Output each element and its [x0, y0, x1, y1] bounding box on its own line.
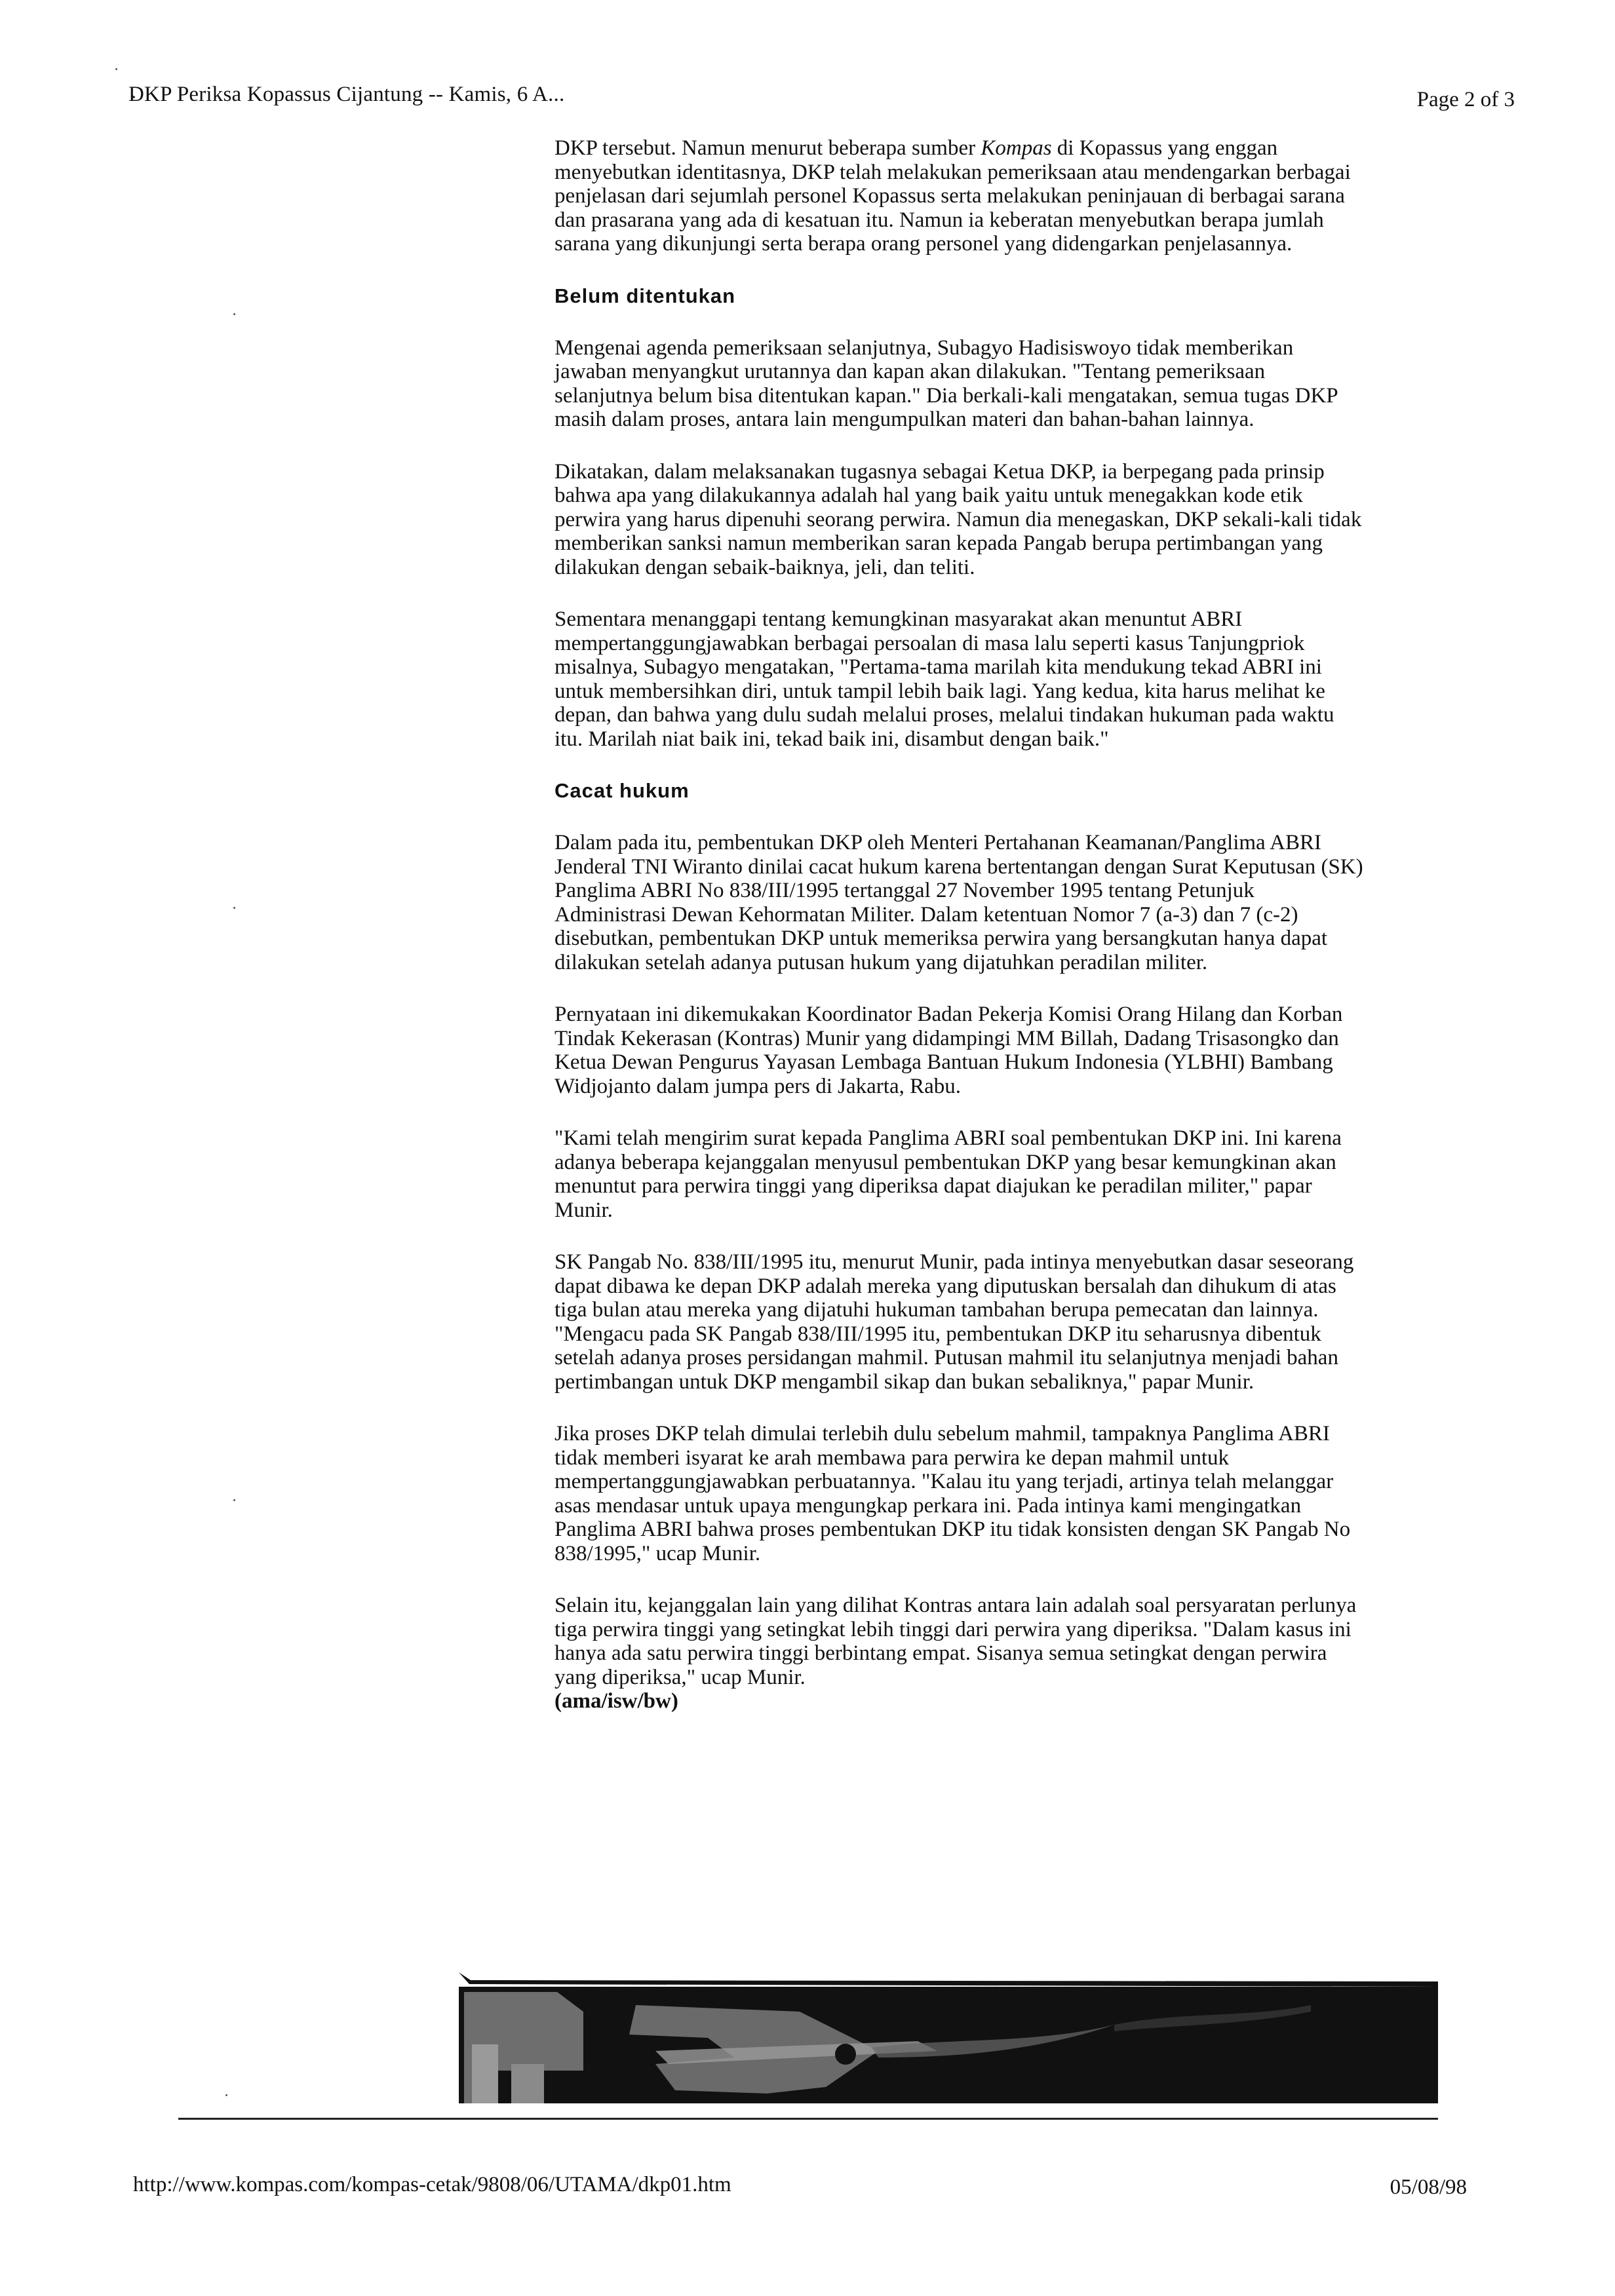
scan-speck	[233, 313, 235, 315]
paragraph-1	[555, 136, 1367, 256]
source-name: Kompas	[981, 136, 1052, 160]
scan-speck	[233, 907, 235, 909]
scan-speck	[225, 2094, 227, 2096]
paragraph-10-text: Selain itu, kejanggalan lain yang dilihat Kontras antara lain adalah soal persyaratan perlunya tiga perwira tinggi yang setingkat lebih tinggi dari perwira yang diperiksa. "Dalam kasus ini hanya ada satu perwira tinggi berbintang empat. Sisanya semua setingkat dengan perwira yang diperiksa," ucap Munir.	[555, 1594, 1357, 1689]
print-date: 05/08/98	[1390, 2175, 1467, 2199]
footer-divider	[178, 2118, 1438, 2120]
paragraph-6: Pernyataan ini dikemukakan Koordinator Badan Pekerja Komisi Orang Hilang dan Korban Tindak Kekerasan (Kontras) Munir yang didampingi MM Billah, Dadang Trisasongko dan Ketua Dewan Pengurus Yayasan Lembaga Bantuan Hukum Indonesia (YLBHI) Bambang Widjojanto dalam jumpa pers di Jakarta, Rabu.	[555, 1003, 1343, 1098]
author-credit: (ama/isw/bw)	[555, 1689, 678, 1713]
section-heading-cacat-hukum: Cacat hukum	[555, 779, 690, 802]
paragraph-7: "Kami telah mengirim surat kepada Panglima ABRI soal pembentukan DKP ini. Ini karena adanya beberapa kejanggalan menyusul pembentukan DKP yang besar kemungkinan akan menuntut para perwira tinggi yang diperiksa dapat diajukan ke peradilan militer," papar Munir.	[555, 1126, 1342, 1222]
paragraph-5: Dalam pada itu, pembentukan DKP oleh Menteri Pertahanan Keamanan/Panglima ABRI Jenderal TNI Wiranto dinilai cacat hukum karena bertentangan dengan Surat Keputusan (SK) Panglima ABRI No 838/III/1995 tertanggal 27 November 1995 tentang Petunjuk Administrasi Dewan Kehormatan Militer. Dalam ketentuan Nomor 7 (a-3) dan 7 (c-2) disebutkan, pembentukan DKP untuk memeriksa perwira yang bersangkutan hanya dapat dilakukan setelah adanya putusan hukum yang dijatuhkan peradilan militer.	[555, 831, 1363, 974]
footer-banner-image	[459, 1972, 1438, 2103]
paragraph-3: Dikatakan, dalam melaksanakan tugasnya sebagai Ketua DKP, ia berpegang pada prinsip bahwa apa yang dilakukannya adalah hal yang baik yaitu untuk menegakkan kode etik perwira yang harus dipenuhi seorang perwira. Namun dia menegaskan, DKP sekali-kali tidak memberikan sanksi namun memberikan saran kepada Pangab berupa pertimbangan yang dilakukan dengan sebaik-baiknya, jeli, dan teliti.	[555, 459, 1362, 579]
paragraph-10	[555, 1594, 1367, 1713]
banner-graphic	[459, 1972, 1438, 2103]
paragraph-9: Jika proses DKP telah dimulai terlebih dulu sebelum mahmil, tampaknya Panglima ABRI tidak memberi isyarat ke arah membawa para perwira ke depan mahmil untuk mempertanggungjawabkan perbuatannya. "Kalau itu yang terjadi, artinya telah melanggar asas mendasar untuk upaya mengungkap perkara ini. Pada intinya kami mengingatkan Panglima ABRI bahwa proses pembentukan DKP itu tidak konsisten dengan SK Pangab No 838/1995," ucap Munir.	[555, 1422, 1351, 1565]
scan-speck	[233, 1499, 235, 1501]
page-number: Page 2 of 3	[1416, 88, 1515, 111]
paragraph-4: Sementara menanggapi tentang kemungkinan masyarakat akan menuntut ABRI mempertanggungjawabkan berbagai persoalan di masa lalu seperti kasus Tanjungpriok misalnya, Subagyo mengatakan, "Pertama-tama marilah kita mendukung tekad ABRI ini untuk membersihkan diri, untuk tampil lebih baik lagi. Yang kedua, kita harus melihat ke depan, dan bahwa yang dulu sudah melalui proses, melalui tindakan hukuman pada waktu itu. Marilah niat baik ini, tekad baik ini, disambut dengan baik."	[555, 607, 1334, 751]
paragraph-1-end: di Kopassus yang enggan menyebutkan identitasnya, DKP telah melakukan pemeriksaan atau mendengarkan berbagai penjelasan dari sejumlah personel Kopassus serta melakukan peninjauan di berbagai sarana dan prasarana yang ada di kesatuan itu. Namun ia keberatan menyebutkan berapa jumlah sarana yang dikunjungi serta berapa orang personel yang didengarkan penjelasannya.	[555, 136, 1351, 256]
paragraph-1-start: DKP tersebut. Namun menurut beberapa sumber	[555, 136, 981, 160]
header-title: DKP Periksa Kopassus Cijantung -- Kamis, 6 A...	[128, 83, 565, 106]
source-url: http://www.kompas.com/kompas-cetak/9808/06/UTAMA/dkp01.htm	[133, 2173, 731, 2196]
paragraph-2: Mengenai agenda pemeriksaan selanjutnya, Subagyo Hadisiswoyo tidak memberikan jawaban menyangkut urutannya dan kapan akan dilakukan. "Tentang pemeriksaan selanjutnya belum bisa ditentukan kapan." Dia berkali-kali mengatakan, semua tugas DKP masih dalam proses, antara lain mengumpulkan materi dan bahan-bahan lainnya.	[555, 335, 1338, 431]
scan-speck	[115, 68, 117, 70]
paragraph-8: SK Pangab No. 838/III/1995 itu, menurut Munir, pada intinya menyebutkan dasar seseorang dapat dibawa ke depan DKP adalah mereka yang diputuskan bersalah dan dihukum di atas tiga bulan atau mereka yang dijatuhi hukuman tambahan berupa pemecatan dan lainnya. "Mengacu pada SK Pangab 838/III/1995 itu, pembentukan DKP itu seharusnya dibentuk setelah adanya proses persidangan mahmil. Putusan mahmil itu selanjutnya menjadi bahan pertimbangan untuk DKP mengambil sikap dan bukan sebaliknya," papar Munir.	[555, 1250, 1354, 1394]
section-heading-belum-ditentukan: Belum ditentukan	[555, 284, 736, 307]
article-body	[555, 136, 1367, 1742]
